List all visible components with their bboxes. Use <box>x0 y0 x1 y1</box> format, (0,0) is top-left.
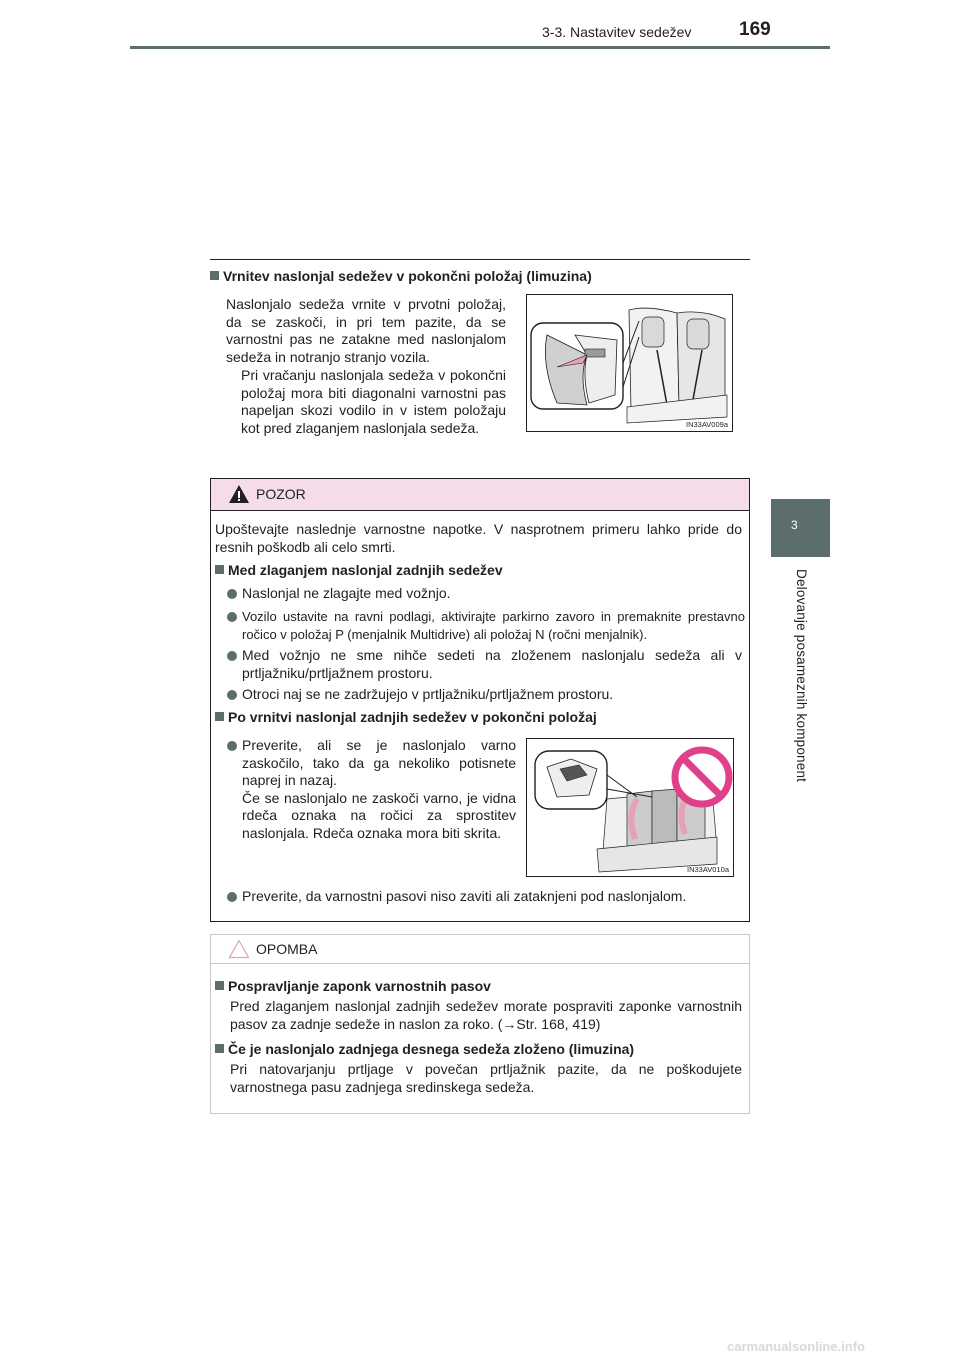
seatback-illustration <box>527 295 732 431</box>
note-subheading-1 <box>215 978 491 994</box>
caution-header <box>211 479 749 511</box>
page-number: 169 <box>739 19 771 40</box>
note-subheading-1-text: Pospravljanje zaponk varnostnih pasov <box>228 978 491 994</box>
caution-item-text: Preverite, ali se je naslonjalo varno zaskočilo, tako da ga nekoliko potisnete naprej in nazaj. <box>242 737 516 789</box>
bullet-icon <box>227 589 237 599</box>
caution-item-text: Preverite, da varnostni pasovi niso zaviti ali zataknjeni pod naslonjalom. <box>242 888 687 904</box>
caution-intro: Upoštevajte naslednje varnostne napotke. V nasprotnem primeru lahko pride do resnih poškodb ali celo smrti. <box>215 521 742 555</box>
caution-item <box>242 737 516 843</box>
note-header <box>211 935 749 964</box>
caution-subheading-1-text: Med zlaganjem naslonjal zadnjih sedežev <box>228 562 503 578</box>
note-subheading-2-text: Če je naslonjalo zadnjega desnega sedeža zloženo (limuzina) <box>228 1041 635 1057</box>
watermark: carmanualsonline.info <box>727 1339 865 1354</box>
bullet-icon <box>227 741 237 751</box>
chapter-number: 3 <box>791 518 798 532</box>
caution-item <box>242 888 742 906</box>
header-rule <box>130 46 830 49</box>
note-title: OPOMBA <box>256 941 318 957</box>
seatback-lock-illustration <box>527 739 733 876</box>
section-heading <box>210 268 592 284</box>
caution-item-text: Če se naslonjalo ne zaskoči varno, je vidna rdeča oznaka na ročici za sprostitev naslonjala. Rdeča oznaka mora biti skrita. <box>242 789 516 841</box>
section-heading-text: Vrnitev naslonjal sedežev v pokončni položaj (limuzina) <box>223 268 592 284</box>
caution-item <box>242 585 742 603</box>
section-text-1: Naslonjalo sedeža vrnite v prvotni položaj, da se zaskoči, in pri tem pazite, da se varnostni pas ne zatakne med naslonjalom sedeža in notranjo stranjo vozila. <box>226 296 506 365</box>
header-section-title: 3-3. Nastavitev sedežev <box>542 24 692 40</box>
caution-item-text: Vozilo ustavite na ravni podlagi, aktivirajte parkirno zavoro in premaknite prestavno ročico v položaj P (menjalnik Multidrive) ali položaj N (ročni menjalnik). <box>242 609 745 642</box>
seatback-lock-figure <box>526 738 734 877</box>
section-text-2: Pri vračanju naslonjala sedeža v pokončni položaj mora biti diagonalni varnostni pas napeljan skozi vodilo in v istem položaju kot pred zlaganjem naslonjala sedeža. <box>241 367 506 436</box>
caution-item-text: Med vožnjo ne sme nihče sedeti na zloženem naslonjalu sedeža ali v prtljažniku/prtljažnem prostoru. <box>242 647 742 681</box>
note-subheading-2 <box>215 1041 634 1057</box>
caution-item <box>242 608 745 643</box>
caution-item-text: Naslonjal ne zlagajte med vožnjo. <box>242 585 451 601</box>
caution-outline-icon <box>228 939 250 959</box>
square-bullet-icon <box>215 981 224 990</box>
caution-title: POZOR <box>256 486 306 502</box>
bullet-icon <box>227 651 237 661</box>
chapter-tab <box>771 499 830 557</box>
caution-box <box>210 478 750 922</box>
bullet-icon <box>227 892 237 902</box>
caution-subheading-1 <box>215 562 503 578</box>
note-text-1: Pred zlaganjem naslonjal zadnjih sedežev morate pospraviti zaponke varnostnih pasov za zadnje sedeže in naslon za roko. (→Str. 168, 419) <box>230 998 742 1032</box>
bullet-icon <box>227 690 237 700</box>
seatback-lever-figure <box>526 294 733 432</box>
caution-item <box>242 686 742 704</box>
caution-subheading-2 <box>215 709 597 725</box>
chapter-title <box>775 569 825 829</box>
warning-icon <box>228 484 250 504</box>
square-bullet-icon <box>215 565 224 574</box>
bullet-icon <box>227 612 237 622</box>
square-bullet-icon <box>215 1044 224 1053</box>
note-box <box>210 934 750 1114</box>
chapter-title-text: Delovanje posameznih komponent <box>794 569 809 783</box>
square-bullet-icon <box>215 712 224 721</box>
section-rule <box>210 259 750 260</box>
figure-code: IN33AV010a <box>687 865 729 874</box>
square-bullet-icon <box>210 271 219 280</box>
caution-subheading-2-text: Po vrnitvi naslonjal zadnjih sedežev v pokončni položaj <box>228 709 597 725</box>
caution-item-text: Otroci naj se ne zadržujejo v prtljažniku/prtljažnem prostoru. <box>242 686 614 702</box>
figure-code: IN33AV009a <box>686 420 728 429</box>
note-text-2: Pri natovarjanju prtljage v povečan prtljažnik pazite, da ne poškodujete varnostnega pasu zadnjega sredinskega sedeža. <box>230 1061 742 1095</box>
caution-item <box>242 647 742 682</box>
